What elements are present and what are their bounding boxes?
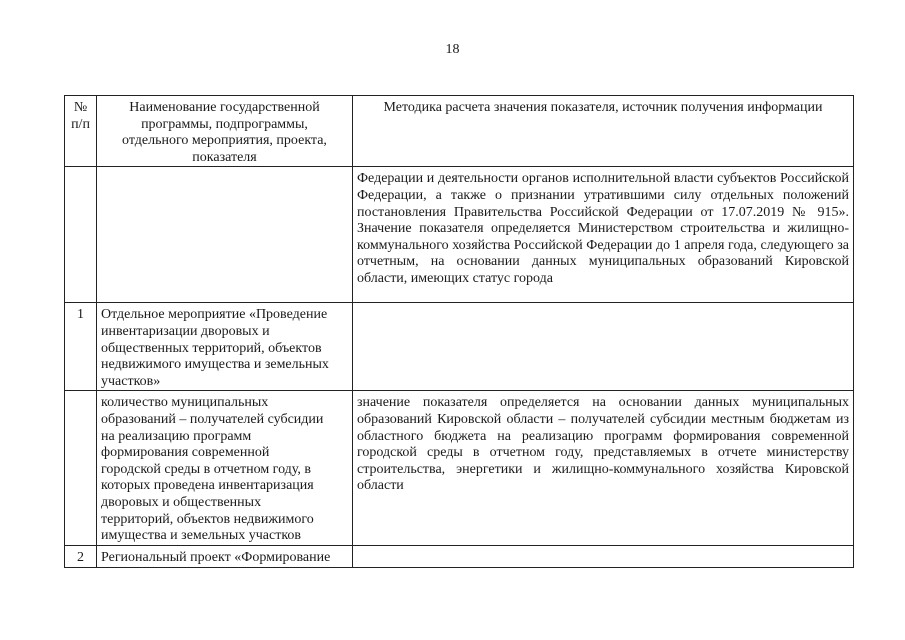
header-name: Наименование государственной программы, подпрограммы, отдельного мероприятия, проекта, показателя xyxy=(97,96,353,167)
row-methodology: значение показателя определяется на основании данных муниципальных образований Кировской области – получателей субсидии местным бюджетам из областного бюджета на реализацию программ формирования современной городской среды в отчетном году, представляемых в отчете министерству строительства, энергетики и жилищно-коммунального хозяйства Кировской области xyxy=(353,391,854,546)
table-row xyxy=(65,167,854,303)
row-name xyxy=(97,167,353,303)
header-methodology: Методика расчета значения показателя, источник получения информации xyxy=(353,96,854,167)
row-name: количество муниципальных образований – получателей субсидии на реализацию программ формирования современной городской среды в отчетном году, в которых проведена инвентаризация дворовых и общественных территорий, объектов недвижимого имущества и земельных участков xyxy=(97,391,353,546)
row-methodology xyxy=(353,546,854,568)
row-name: Отдельное мероприятие «Проведение инвентаризации дворовых и общественных территорий, объектов недвижимого имущества и земельных участков» xyxy=(97,303,353,391)
row-number: 2 xyxy=(65,546,97,568)
row-number xyxy=(65,167,97,303)
row-number: 1 xyxy=(65,303,97,391)
row-methodology xyxy=(353,303,854,391)
page-number: 18 xyxy=(445,42,460,57)
table-row xyxy=(65,391,854,546)
row-name: Региональный проект «Формирование xyxy=(97,546,353,568)
table-row xyxy=(65,546,854,568)
row-methodology: Федерации и деятельности органов исполнительной власти субъектов Российской Федерации, а также о признании утратившими силу отдельных положений постановления Правительства Российской Федерации от 17.07.2019 № 915». Значение показателя определяется Министерством строительства и жилищно-коммунального хозяйства Российской Федерации до 1 апреля года, следующего за отчетным, на основании данных муниципальных образований Кировской области, имеющих статус города xyxy=(353,167,854,303)
header-number: № п/п xyxy=(65,96,97,167)
row-number xyxy=(65,391,97,546)
table-row xyxy=(65,303,854,391)
table-header-row xyxy=(65,96,854,167)
indicator-methodology-table xyxy=(64,95,854,568)
